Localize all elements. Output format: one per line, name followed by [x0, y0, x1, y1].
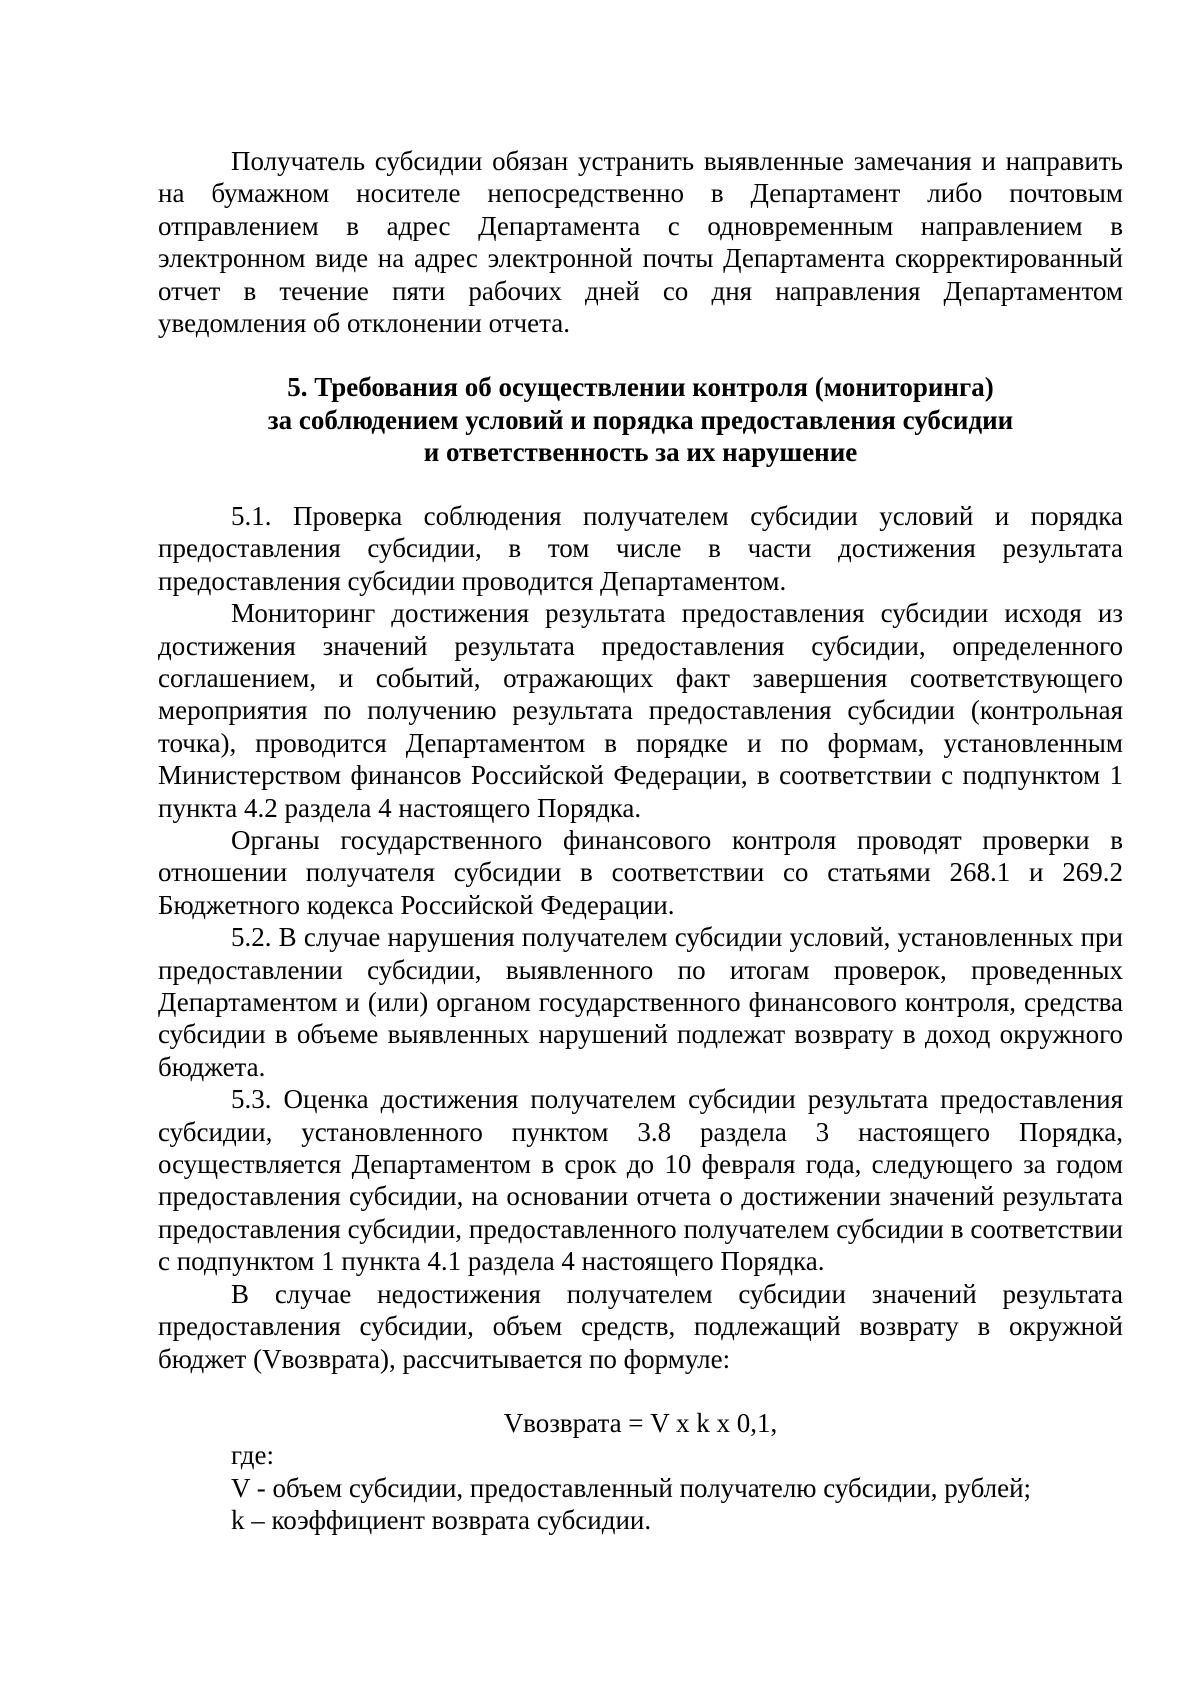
document-body: [158, 145, 1123, 1537]
section-heading-line-1: 5. Требования об осуществлении контроля (мониторинга): [287, 372, 994, 403]
paragraph-5-1: 5.1. Проверка соблюдения получателем субсидии условий и порядка предоставления субсидии, в том числе в части достижения результата предоставления субсидии проводится Департаментом.: [158, 500, 1123, 596]
section-heading-line-3: и ответственность за их нарушение: [423, 437, 858, 468]
paragraph-monitoring: Мониторинг достижения результата предоставления субсидии исходя из достижения значений результата предоставления субсидии, определенного соглашением, и событий, отражающих факт завершения соответствующего мероприятия по получению результата предоставления субсидии (контрольная точка), проводится Департаментом в порядке и по формам, установленным Министерством финансов Российской Федерации, в соответствии с подпунктом 1 пункта 4.2 раздела 4 настоящего Порядка.: [158, 598, 1123, 823]
paragraph-5-3: 5.3. Оценка достижения получателем субсидии результата предоставления субсидии, установленного пунктом 3.8 раздела 3 настоящего Порядка, осуществляется Департаментом в срок до 10 февраля года, следующего за годом предоставления субсидии, на основании отчета о достижении значений результата предоставления субсидии, предоставленного получателем субсидии в соответствии с подпунктом 1 пункта 4.1 раздела 4 настоящего Порядка.: [158, 1084, 1123, 1277]
where-label: где:: [231, 1440, 274, 1471]
return-formula: Vвозврата = V x k x 0,1,: [503, 1407, 778, 1438]
definition-k: k – коэффициент возврата субсидии.: [231, 1505, 652, 1536]
paragraph-5-2: 5.2. В случае нарушения получателем субсидии условий, установленных при предоставлении субсидии, выявленного по итогам проверок, проведенных Департаментом и (или) органом государственного финансового контроля, средства субсидии в объеме выявленных нарушений подлежат возврату в доход окружного бюджета.: [158, 922, 1123, 1082]
definition-v: V - объем субсидии, предоставленный получателю субсидии, рублей;: [231, 1472, 1032, 1503]
section-heading: [158, 371, 1123, 469]
section-heading-line-2: за соблюдением условий и порядка предоставления субсидии: [267, 404, 1014, 435]
paragraph-intro: Получатель субсидии обязан устранить выявленные замечания и направить на бумажном носителе непосредственно в Департамент либо почтовым отправлением в адрес Департамента с одновременным направлением в электронном виде на адрес электронной почты Департамента скорректированный отчет в течение пяти рабочих дней со дня направления Департаментом уведомления об отклонении отчета.: [158, 146, 1123, 339]
paragraph-control-organs: Органы государственного финансового контроля проводят проверки в отношении получателя субсидии в соответствии со статьями 268.1 и 269.2 Бюджетного кодекса Российской Федерации.: [158, 825, 1123, 920]
paragraph-failure: В случае недостижения получателем субсидии значений результата предоставления субсидии, объем средств, подлежащий возврату в окружной бюджет (Vвозврата), рассчитывается по формуле:: [158, 1278, 1123, 1374]
